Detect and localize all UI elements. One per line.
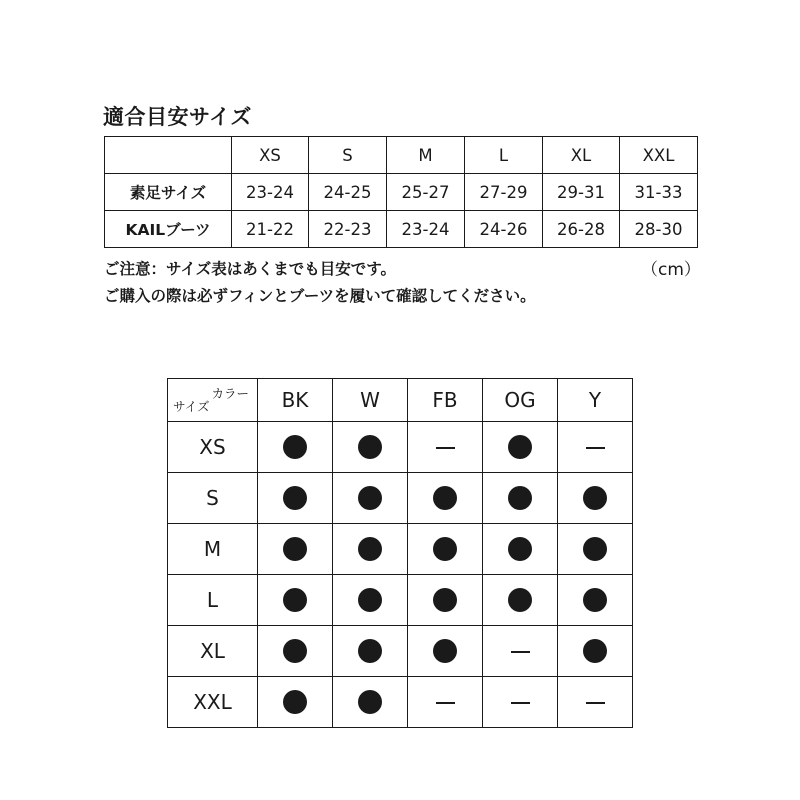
size-header-l: L: [465, 137, 543, 174]
availability-cell-w: [333, 422, 408, 473]
availability-cell-y: [558, 473, 633, 524]
filled-circle-icon: [583, 639, 607, 663]
color-header-row: [168, 379, 633, 422]
dash-icon: [511, 651, 530, 654]
size-cell: 23-24: [232, 174, 309, 211]
availability-size-label: M: [168, 524, 258, 575]
availability-cell-bk: [258, 626, 333, 677]
purchase-note: ご購入の際は必ずフィンとブーツを履いて確認してください。: [104, 287, 536, 305]
availability-cell-og: [483, 524, 558, 575]
availability-cell-y: [558, 575, 633, 626]
dash-icon: [586, 447, 605, 450]
size-cell: 23-24: [387, 211, 465, 248]
size-cell: 27-29: [465, 174, 543, 211]
color-header-fb: FB: [408, 379, 483, 422]
availability-cell-bk: [258, 575, 333, 626]
filled-circle-icon: [283, 639, 307, 663]
availability-cell-fb: [408, 524, 483, 575]
size-cell: 24-26: [465, 211, 543, 248]
size-chart-row-barefoot: [105, 174, 698, 211]
size-cell: 29-31: [543, 174, 620, 211]
availability-cell-y: [558, 422, 633, 473]
filled-circle-icon: [283, 486, 307, 510]
availability-cell-og: [483, 575, 558, 626]
availability-cell-y: [558, 677, 633, 728]
filled-circle-icon: [433, 588, 457, 612]
color-header-og: OG: [483, 379, 558, 422]
availability-cell-bk: [258, 422, 333, 473]
filled-circle-icon: [433, 639, 457, 663]
size-header-s: S: [309, 137, 387, 174]
availability-size-label: L: [168, 575, 258, 626]
size-header-xxl: XXL: [620, 137, 698, 174]
availability-cell-w: [333, 677, 408, 728]
availability-cell-y: [558, 524, 633, 575]
availability-cell-w: [333, 575, 408, 626]
filled-circle-icon: [358, 639, 382, 663]
availability-cell-fb: [408, 422, 483, 473]
size-cell: 22-23: [309, 211, 387, 248]
filled-circle-icon: [283, 537, 307, 561]
filled-circle-icon: [508, 435, 532, 459]
filled-circle-icon: [433, 537, 457, 561]
availability-cell-og: [483, 677, 558, 728]
filled-circle-icon: [358, 435, 382, 459]
availability-cell-fb: [408, 575, 483, 626]
availability-size-label: XXL: [168, 677, 258, 728]
size-cell: 24-25: [309, 174, 387, 211]
size-cell: 25-27: [387, 174, 465, 211]
dash-icon: [436, 447, 455, 450]
filled-circle-icon: [283, 690, 307, 714]
availability-cell-fb: [408, 626, 483, 677]
size-cell: 26-28: [543, 211, 620, 248]
size-chart-corner-cell: [105, 137, 232, 174]
filled-circle-icon: [358, 690, 382, 714]
size-header-xl: XL: [543, 137, 620, 174]
size-chart-title: 適合目安サイズ: [103, 105, 252, 129]
availability-row: [168, 473, 633, 524]
availability-row: [168, 677, 633, 728]
corner-label-color: カラー: [211, 386, 249, 401]
availability-cell-og: [483, 626, 558, 677]
availability-size-label: XL: [168, 626, 258, 677]
availability-cell-bk: [258, 524, 333, 575]
availability-row: [168, 422, 633, 473]
filled-circle-icon: [583, 486, 607, 510]
filled-circle-icon: [358, 588, 382, 612]
size-cell: 31-33: [620, 174, 698, 211]
availability-cell-w: [333, 626, 408, 677]
filled-circle-icon: [283, 435, 307, 459]
availability-size-label: XS: [168, 422, 258, 473]
filled-circle-icon: [508, 588, 532, 612]
availability-row: [168, 524, 633, 575]
availability-cell-bk: [258, 677, 333, 728]
availability-cell-y: [558, 626, 633, 677]
filled-circle-icon: [283, 588, 307, 612]
dash-icon: [511, 702, 530, 705]
availability-row: [168, 575, 633, 626]
dash-icon: [586, 702, 605, 705]
size-cell: 28-30: [620, 211, 698, 248]
availability-cell-bk: [258, 473, 333, 524]
filled-circle-icon: [508, 486, 532, 510]
filled-circle-icon: [358, 486, 382, 510]
availability-cell-fb: [408, 473, 483, 524]
row-label-boots: KAILブーツ: [105, 211, 232, 248]
color-availability-table: [167, 378, 633, 728]
dash-icon: [436, 702, 455, 705]
availability-row: [168, 626, 633, 677]
size-header-xs: XS: [232, 137, 309, 174]
size-chart-table: [104, 136, 698, 248]
size-chart-header-row: [105, 137, 698, 174]
filled-circle-icon: [433, 486, 457, 510]
availability-size-label: S: [168, 473, 258, 524]
filled-circle-icon: [583, 588, 607, 612]
size-header-m: M: [387, 137, 465, 174]
size-chart-row-boots: [105, 211, 698, 248]
color-header-y: Y: [558, 379, 633, 422]
color-header-bk: BK: [258, 379, 333, 422]
color-header-w: W: [333, 379, 408, 422]
size-cell: 21-22: [232, 211, 309, 248]
corner-label-size: サイズ: [173, 399, 210, 414]
unit-label: （cm）: [641, 260, 701, 280]
filled-circle-icon: [583, 537, 607, 561]
availability-cell-og: [483, 422, 558, 473]
availability-cell-w: [333, 524, 408, 575]
filled-circle-icon: [508, 537, 532, 561]
availability-cell-w: [333, 473, 408, 524]
availability-cell-fb: [408, 677, 483, 728]
filled-circle-icon: [358, 537, 382, 561]
availability-cell-og: [483, 473, 558, 524]
color-size-corner-cell: [168, 379, 258, 422]
caution-note: ご注意：サイズ表はあくまでも目安です。: [104, 260, 397, 278]
row-label-barefoot: 素足サイズ: [105, 174, 232, 211]
